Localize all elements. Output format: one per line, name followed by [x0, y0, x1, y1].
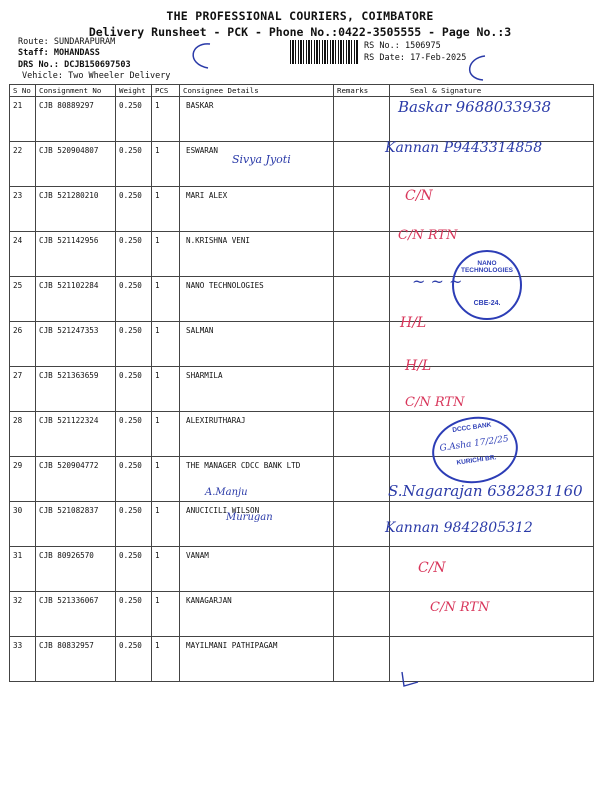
remarks-cell: [334, 187, 390, 232]
table-header-row: [10, 85, 594, 97]
col-consignment: Consignment No: [36, 85, 116, 97]
consignee-cell: MAYILMANI PATHIPAGAM: [180, 637, 334, 682]
remarks-cell: [334, 637, 390, 682]
consignee-cell: N.KRISHNA VENI: [180, 232, 334, 277]
sno-cell: 21: [10, 97, 36, 142]
pcs-cell: 1: [152, 502, 180, 547]
consignee-cell: ALEXIRUTHARAJ: [180, 412, 334, 457]
pcs-cell: 1: [152, 232, 180, 277]
signature-row-21: Baskar 9688033938: [398, 98, 552, 116]
vehicle-line: Vehicle: Two Wheeler Delivery: [22, 71, 171, 81]
remarks-cell: [334, 142, 390, 187]
sno-cell: 25: [10, 277, 36, 322]
col-remarks: Remarks: [334, 85, 390, 97]
pcs-cell: 1: [152, 142, 180, 187]
sno-cell: 28: [10, 412, 36, 457]
drs-value: DCJB150697503: [64, 60, 131, 70]
remarks-cell: [334, 367, 390, 412]
col-consignee: Consignee Details: [180, 85, 334, 97]
remarks-cell: [334, 322, 390, 367]
sno-cell: 30: [10, 502, 36, 547]
table-row: [10, 187, 594, 232]
consignee-cell: MARI ALEX: [180, 187, 334, 232]
remarks-cell: [334, 592, 390, 637]
sno-cell: 32: [10, 592, 36, 637]
sno-cell: 26: [10, 322, 36, 367]
staff-value: MOHANDASS: [53, 48, 100, 58]
weight-cell: 0.250: [116, 502, 152, 547]
remark-row-24: C/N RTN: [398, 228, 458, 243]
consignment-cell: CJB 521363659: [36, 367, 116, 412]
dccc-bank-stamp: DCCC BANK G.Asha 17/2/25 KURICHI BR.: [428, 411, 522, 488]
pen-mark-c-icon: [180, 38, 220, 74]
company-title: THE PROFESSIONAL COURIERS, COIMBATORE: [166, 9, 434, 23]
remark-row-33: C/N RTN: [430, 600, 490, 615]
rs-no-value: 1506975: [404, 41, 441, 51]
sno-cell: 31: [10, 547, 36, 592]
remarks-cell: [334, 547, 390, 592]
consignee-cell: VANAM: [180, 547, 334, 592]
remark-row-26: H/L: [400, 315, 427, 331]
pcs-cell: 1: [152, 547, 180, 592]
table-row: [10, 592, 594, 637]
sno-cell: 24: [10, 232, 36, 277]
pen-tick-icon: [398, 670, 422, 692]
remarks-cell: [334, 232, 390, 277]
consignee-cell: ANUCICILI WILSON: [180, 502, 334, 547]
signature-row-30-name: A.Manju: [205, 487, 248, 498]
weight-cell: 0.250: [116, 97, 152, 142]
staff-line: Staff: MOHANDASS: [18, 48, 100, 58]
vehicle-value: Two Wheeler Delivery: [68, 71, 171, 81]
route-line: Route: SUNDARAPURAM: [18, 37, 116, 47]
consignee-cell: ESWARAN: [180, 142, 334, 187]
weight-cell: 0.250: [116, 457, 152, 502]
sno-cell: 33: [10, 637, 36, 682]
weight-cell: 0.250: [116, 547, 152, 592]
consignment-cell: CJB 521247353: [36, 322, 116, 367]
consignment-cell: CJB 80926570: [36, 547, 116, 592]
pcs-cell: 1: [152, 187, 180, 232]
signature-row-25: ~ ~ ~: [412, 272, 463, 291]
remarks-cell: [334, 97, 390, 142]
remarks-cell: [334, 457, 390, 502]
consignment-cell: CJB 521122324: [36, 412, 116, 457]
consignment-cell: CJB 521082837: [36, 502, 116, 547]
consignee-cell: THE MANAGER CDCC BANK LTD: [180, 457, 334, 502]
consignment-cell: CJB 80889297: [36, 97, 116, 142]
col-pcs: PCS: [152, 85, 180, 97]
weight-cell: 0.250: [116, 142, 152, 187]
weight-cell: 0.250: [116, 367, 152, 412]
consignment-cell: CJB 521280210: [36, 187, 116, 232]
drs-line: DRS No.: DCJB150697503: [18, 60, 131, 70]
signature-cell: [390, 592, 594, 637]
signature-row-22-name: Sivya Jyoti: [232, 153, 291, 166]
remark-row-27: H/L: [405, 358, 432, 374]
table-row: [10, 322, 594, 367]
nano-technologies-stamp: NANO TECHNOLOGIES CBE-24.: [452, 250, 522, 320]
col-weight: Weight: [116, 85, 152, 97]
weight-cell: 0.250: [116, 187, 152, 232]
consignment-cell: CJB 520904772: [36, 457, 116, 502]
rs-date-line: RS Date: 17-Feb-2025: [364, 53, 467, 63]
pcs-cell: 1: [152, 637, 180, 682]
remark-row-23: C/N: [405, 188, 433, 204]
sno-cell: 29: [10, 457, 36, 502]
consignee-cell: SHARMILA: [180, 367, 334, 412]
remark-row-32: C/N: [418, 560, 446, 576]
remarks-cell: [334, 277, 390, 322]
remarks-cell: [334, 412, 390, 457]
signature-row-30: S.Nagarajan 6382831160: [388, 482, 583, 500]
signature-row-31: Kannan 9842805312: [385, 520, 533, 536]
pcs-cell: 1: [152, 322, 180, 367]
runsheet-subtitle: Delivery Runsheet - PCK - Phone No.:0422-3505555 - Page No.:3: [88, 25, 512, 39]
rs-date-value: 17-Feb-2025: [410, 53, 467, 63]
signature-row-22: Kannan P9443314858: [385, 140, 543, 156]
pcs-cell: 1: [152, 367, 180, 412]
col-sno: S No: [10, 85, 36, 97]
pcs-cell: 1: [152, 97, 180, 142]
pen-mark-c2-icon: [455, 52, 495, 84]
consignee-cell: SALMAN: [180, 322, 334, 367]
remark-row-28: C/N RTN: [405, 395, 465, 410]
consignment-cell: CJB 520904807: [36, 142, 116, 187]
table-row: [10, 547, 594, 592]
pcs-cell: 1: [152, 592, 180, 637]
col-signature: Seal & Signature: [390, 85, 594, 97]
pcs-cell: 1: [152, 412, 180, 457]
consignment-cell: CJB 521336067: [36, 592, 116, 637]
table-row: [10, 367, 594, 412]
signature-row-31-name: Murugan: [226, 512, 273, 523]
pcs-cell: 1: [152, 457, 180, 502]
weight-cell: 0.250: [116, 277, 152, 322]
runsheet-table: [9, 84, 594, 682]
consignment-cell: CJB 521102284: [36, 277, 116, 322]
weight-cell: 0.250: [116, 592, 152, 637]
weight-cell: 0.250: [116, 322, 152, 367]
sno-cell: 22: [10, 142, 36, 187]
sno-cell: 23: [10, 187, 36, 232]
consignee-cell: BASKAR: [180, 97, 334, 142]
sno-cell: 27: [10, 367, 36, 412]
weight-cell: 0.250: [116, 637, 152, 682]
consignee-cell: KANAGARJAN: [180, 592, 334, 637]
pcs-cell: 1: [152, 277, 180, 322]
consignment-cell: CJB 521142956: [36, 232, 116, 277]
barcode-image: [290, 40, 358, 64]
remarks-cell: [334, 502, 390, 547]
consignment-cell: CJB 80832957: [36, 637, 116, 682]
table-row: [10, 637, 594, 682]
route-value: SUNDARAPURAM: [53, 37, 116, 47]
weight-cell: 0.250: [116, 412, 152, 457]
consignee-cell: NANO TECHNOLOGIES: [180, 277, 334, 322]
rs-no-line: RS No.: 1506975: [364, 41, 441, 51]
weight-cell: 0.250: [116, 232, 152, 277]
